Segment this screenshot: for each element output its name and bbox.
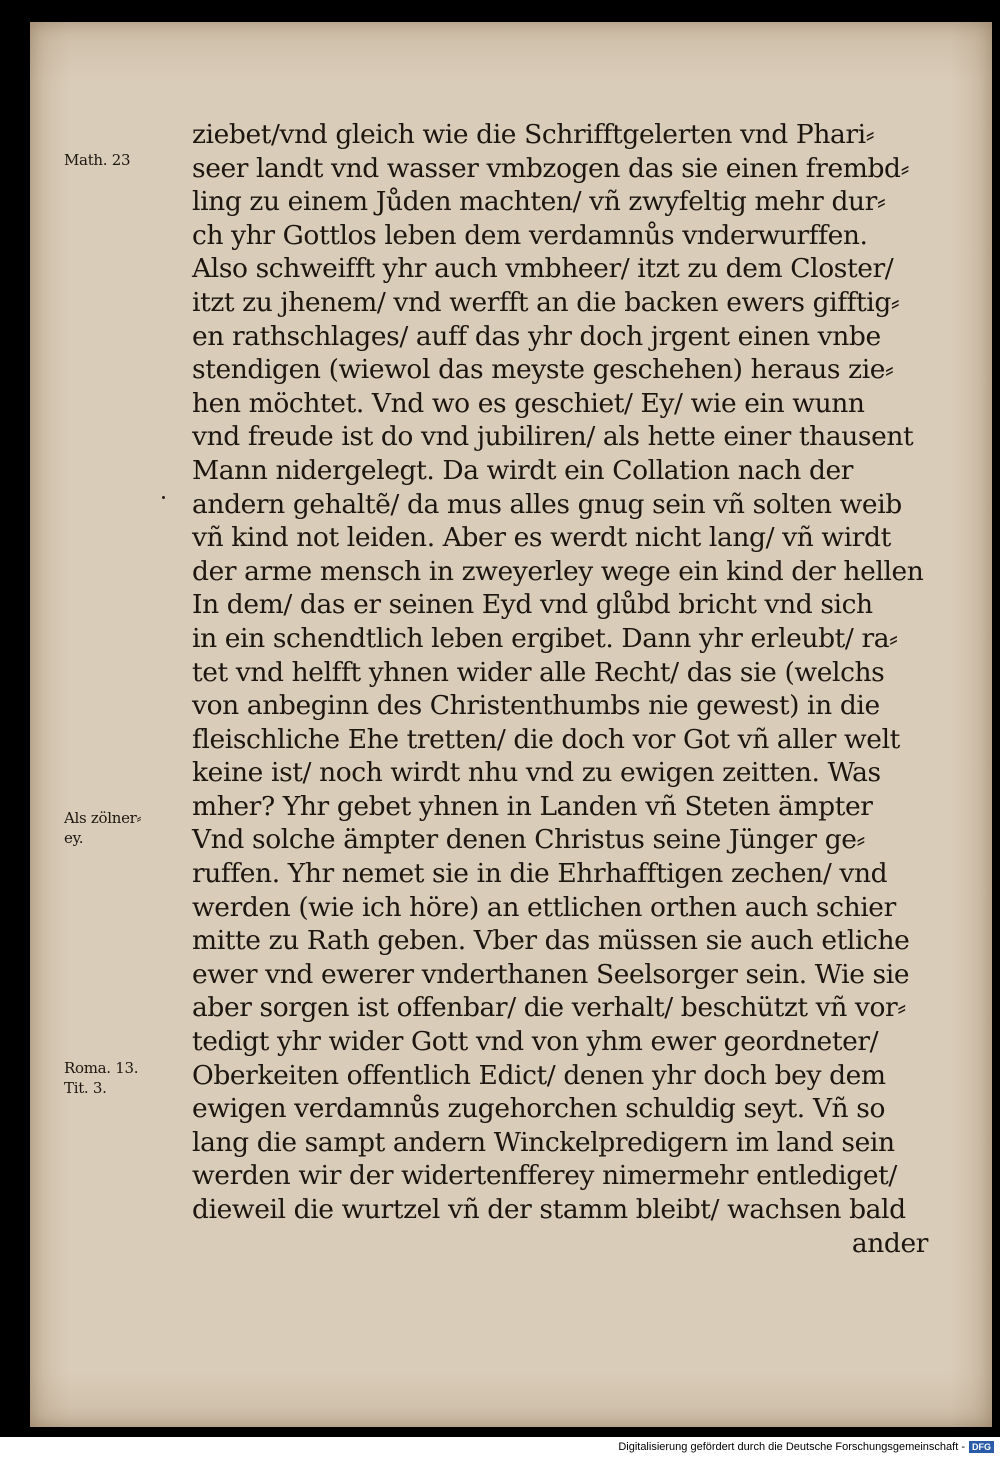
text-line: fleischliche Ehe tretten/ die doch vor Got vñ aller welt <box>192 723 900 755</box>
text-line: hen möchtet. Vnd wo es geschiet/ Ey/ wie ein wunn <box>192 387 865 419</box>
margin-note-line: Roma. 13. <box>64 1059 139 1077</box>
margin-note-line: Tit. 3. <box>64 1079 107 1097</box>
text-line: Vnd solche ämpter denen Christus seine Jünger ge⸗ <box>192 824 865 856</box>
margin-note-line: Math. 23 <box>64 151 131 169</box>
text-line: ch yhr Gottlos leben dem verdamnůs vnderwurffen. <box>192 219 868 251</box>
text-line: Also schweifft yhr auch vmbheer/ itzt zu dem Closter/ <box>192 253 894 285</box>
text-line: keine ist/ noch wirdt nhu vnd zu ewigen zeitten. Was <box>192 757 881 789</box>
text-line: werden wir der widertenfferey nimermehr entlediget/ <box>192 1160 897 1192</box>
margin-note-line: Als zölner⸗ <box>64 809 142 827</box>
text-line: von anbeginn des Christenthumbs nie gewest) in die <box>192 690 880 722</box>
text-line: mitte zu Rath geben. Vber das müssen sie auch etliche <box>192 925 910 957</box>
text-line: vñ kind not leiden. Aber es werdt nicht lang/ vñ wirdt <box>192 522 891 554</box>
text-line: ewer vnd ewerer vnderthanen Seelsorger sein. Wie sie <box>192 958 910 990</box>
text-line: In dem/ das er seinen Eyd vnd glůbd bricht vnd sich <box>192 589 873 621</box>
text-line: Mann nidergelegt. Da wirdt ein Collation nach der <box>192 454 854 486</box>
footer-bar <box>0 1437 1000 1457</box>
text-line: werden (wie ich höre) an ettlichen orthen auch schier <box>192 891 896 923</box>
ink-speck <box>162 496 165 499</box>
dfg-logo-icon: DFG <box>969 1441 994 1453</box>
margin-note-als-zolnerey <box>64 808 141 848</box>
text-line: ruffen. Yhr nemet sie in die Ehrhafftigen zechen/ vnd <box>192 858 888 890</box>
text-line: itzt zu jhenem/ vnd werfft an die backen ewers gifftig⸗ <box>192 286 900 318</box>
margin-note-line: ey. <box>64 829 84 847</box>
text-line: vnd freude ist do vnd jubiliren/ als hette einer thausent <box>192 421 914 453</box>
text-line: Oberkeiten offentlich Edict/ denen yhr doch bey dem <box>192 1059 886 1091</box>
text-line: ewigen verdamnůs zugehorchen schuldig seyt. Vñ so <box>192 1093 886 1125</box>
text-line: en rathschlages/ auff das yhr doch jrgent einen vnbe <box>192 320 881 352</box>
text-line: andern gehaltẽ/ da mus alles gnug sein vñ solten weib <box>192 488 902 520</box>
margin-note-roma-tit <box>64 1058 138 1098</box>
text-line: tet vnd helfft yhnen wider alle Recht/ das sie (welchs <box>192 656 885 688</box>
text-line: dieweil die wurtzel vñ der stamm bleibt/ wachsen bald <box>192 1194 906 1225</box>
text-line: ziebet/vnd gleich wie die Schrifftgelerten vnd Phari⸗ <box>192 119 875 150</box>
text-line: lang die sampt andern Winckelpredigern im land sein <box>192 1126 895 1158</box>
catchword: ander <box>851 1227 928 1259</box>
text-line: der arme mensch in zweyerley wege ein kind der hellen <box>192 555 924 587</box>
text-line: tedigt yhr wider Gott vnd von yhm ewer geordneter/ <box>192 1026 879 1058</box>
text-line: mher? Yhr gebet yhnen in Landen vñ Steten ämpter <box>192 790 873 822</box>
text-line: stendigen (wiewol das meyste geschehen) heraus zie⸗ <box>192 354 894 386</box>
text-line: ling zu einem Jůden machten/ vñ zwyfeltig mehr dur⸗ <box>192 186 886 218</box>
margin-note-math <box>64 150 130 170</box>
text-line: aber sorgen ist offenbar/ die verhalt/ beschützt vñ vor⸗ <box>192 992 906 1024</box>
funding-notice: Digitalisierung gefördert durch die Deutsche Forschungsgemeinschaft - <box>618 1441 965 1453</box>
text-line: in ein schendtlich leben ergibet. Dann yhr erleubt/ ra⸗ <box>192 622 898 654</box>
main-text-block <box>192 118 940 1260</box>
text-line: seer landt vnd wasser vmbzogen das sie einen frembd⸗ <box>192 152 910 184</box>
